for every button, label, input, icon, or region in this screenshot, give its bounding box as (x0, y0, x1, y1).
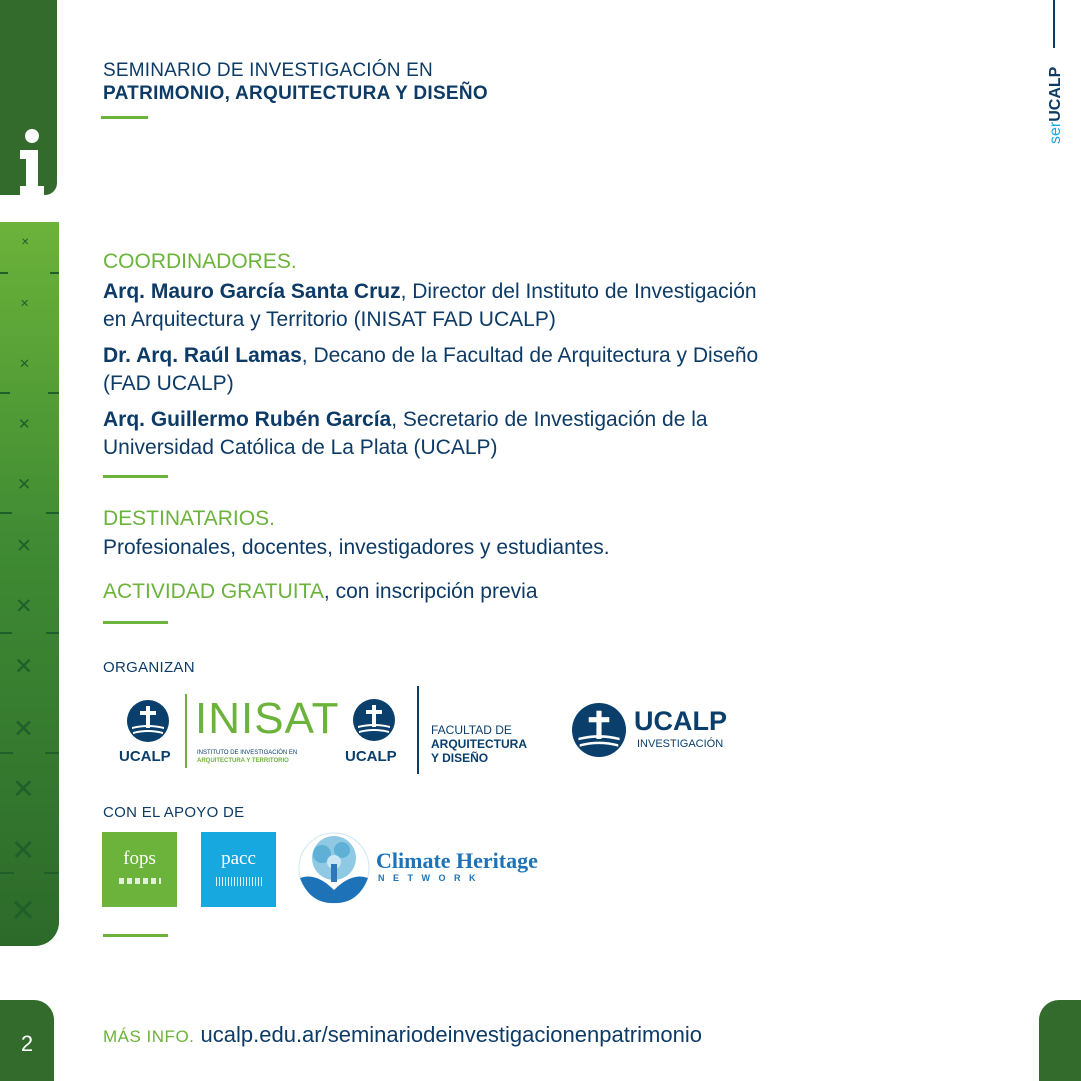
dash-mark (46, 512, 59, 514)
coordinador-role-line2: (FAD UCALP) (103, 372, 234, 395)
logo-divider (417, 686, 419, 774)
logo-divider (185, 694, 187, 768)
ser-ucalp-logo (1041, 60, 1069, 144)
coordinador-name: Dr. Arq. Raúl Lamas (103, 344, 302, 367)
inisat-logo (116, 690, 340, 770)
inisat-subtitle-1: INSTITUTO DE INVESTIGACIÓN EN (197, 750, 298, 756)
destinatarios-label: DESTINATARIOS. (103, 507, 275, 530)
investigacion-label: INVESTIGACIÓN (637, 738, 724, 750)
ucalp-seal-icon (127, 700, 169, 742)
x-mark-icon: ✕ (12, 774, 35, 805)
dash-mark (0, 392, 10, 394)
inisat-subtitle-2: ARQUITECTURA Y TERRITORIO (197, 758, 289, 764)
climate-heritage-logo (298, 830, 548, 905)
dash-mark (48, 392, 59, 394)
coordinador-name: Arq. Mauro García Santa Cruz (103, 280, 401, 303)
svg-text:serUCALP (1047, 66, 1064, 144)
dash-mark (45, 752, 59, 754)
coordinador-3 (103, 406, 883, 462)
brand-ucalp: UCALP (1047, 66, 1064, 122)
dash-mark (0, 752, 13, 754)
page-number: 2 (20, 1031, 34, 1056)
dash-mark (46, 632, 59, 634)
coordinadores-label: COORDINADORES. (103, 250, 297, 273)
coordinador-role: , Decano de la Facultad de Arquitectura y Diseño (301, 344, 759, 367)
coordinador-role-line2: en Arquitectura y Territorio (INISAT FAD UCALP) (103, 308, 556, 331)
corner-tab (1039, 1000, 1081, 1081)
fad-line-2: ARQUITECTURA (431, 737, 527, 751)
x-mark-icon: ✕ (19, 357, 30, 372)
destinatarios-text: Profesionales, docentes, investigadores y estudiantes. (103, 536, 610, 559)
coordinador-2 (103, 342, 883, 398)
pacc-wordmark: pacc (221, 848, 256, 869)
climate-heritage-title: Climate Heritage (376, 848, 538, 873)
dash-mark (0, 632, 12, 634)
fops-wordmark: fops (123, 848, 156, 869)
fops-logo (102, 832, 177, 907)
x-mark-icon: ✕ (11, 833, 36, 867)
info-icon (18, 128, 46, 195)
ucalp-wordmark: UCALP (119, 748, 171, 765)
actividad-text: , con inscripción previa (323, 580, 538, 603)
divider (101, 116, 148, 119)
ucalp-seal-icon (353, 699, 395, 741)
ucalp-wordmark: UCALP (634, 706, 727, 736)
apoyo-label: CON EL APOYO DE (103, 804, 245, 821)
network-wordmark: N E T W O R K (378, 873, 479, 883)
tree-hands-icon (298, 832, 370, 904)
fops-dots (119, 878, 161, 884)
x-mark-icon: ✕ (15, 594, 33, 618)
x-mark-icon: ✕ (16, 535, 32, 557)
mas-info-line (103, 1022, 702, 1048)
coordinador-role-line2: Universidad Católica de La Plata (UCALP) (103, 436, 498, 459)
x-mark-icon: ✕ (18, 415, 31, 433)
x-mark-icon: ✕ (14, 654, 34, 680)
decorative-green-strip (0, 222, 59, 946)
dash-mark (0, 512, 12, 514)
pacc-logo (201, 832, 276, 907)
x-mark-icon: ✕ (10, 893, 36, 929)
actividad-label: ACTIVIDAD GRATUITA (103, 580, 324, 603)
info-url-link[interactable]: ucalp.edu.ar/seminariodeinvestigacionenpatrimonio (200, 1022, 702, 1047)
fad-logo (342, 686, 542, 776)
fad-line-1: FACULTAD DE (431, 723, 512, 737)
header-line-1: SEMINARIO DE INVESTIGACIÓN EN (103, 60, 433, 81)
coordinador-role: , Secretario de Investigación de la (391, 408, 708, 431)
x-mark-icon: ✕ (21, 237, 30, 248)
inisat-wordmark: INISAT (195, 694, 340, 743)
mas-info-label: MÁS INFO. (103, 1027, 195, 1046)
coordinador-1 (103, 278, 883, 334)
divider (103, 475, 168, 478)
coordinador-role: , Director del Instituto de Investigación (400, 280, 757, 303)
dash-mark (50, 272, 59, 274)
header-line-2: PATRIMONIO, ARQUITECTURA Y DISEÑO (103, 83, 488, 104)
x-mark-icon: ✕ (20, 297, 30, 310)
organizan-label: ORGANIZAN (103, 659, 195, 676)
dash-mark (0, 272, 8, 274)
x-mark-icon: ✕ (13, 714, 34, 743)
actividad-line (103, 578, 538, 606)
divider (103, 621, 168, 624)
climate-heritage-wordmark (376, 848, 538, 874)
pacc-bars (216, 877, 262, 886)
ucalp-wordmark: UCALP (345, 748, 397, 765)
x-mark-icon: ✕ (17, 475, 32, 495)
brand-line (1053, 0, 1055, 48)
ucalp-investigacion-logo (570, 700, 740, 760)
dash-mark (44, 872, 59, 874)
dash-mark (0, 872, 14, 874)
fad-line-3: Y DISEÑO (431, 751, 489, 765)
brand-ser: ser (1047, 121, 1064, 144)
ucalp-seal-icon (572, 703, 626, 757)
divider (103, 934, 168, 937)
coordinador-name: Arq. Guillermo Rubén García (103, 408, 392, 431)
